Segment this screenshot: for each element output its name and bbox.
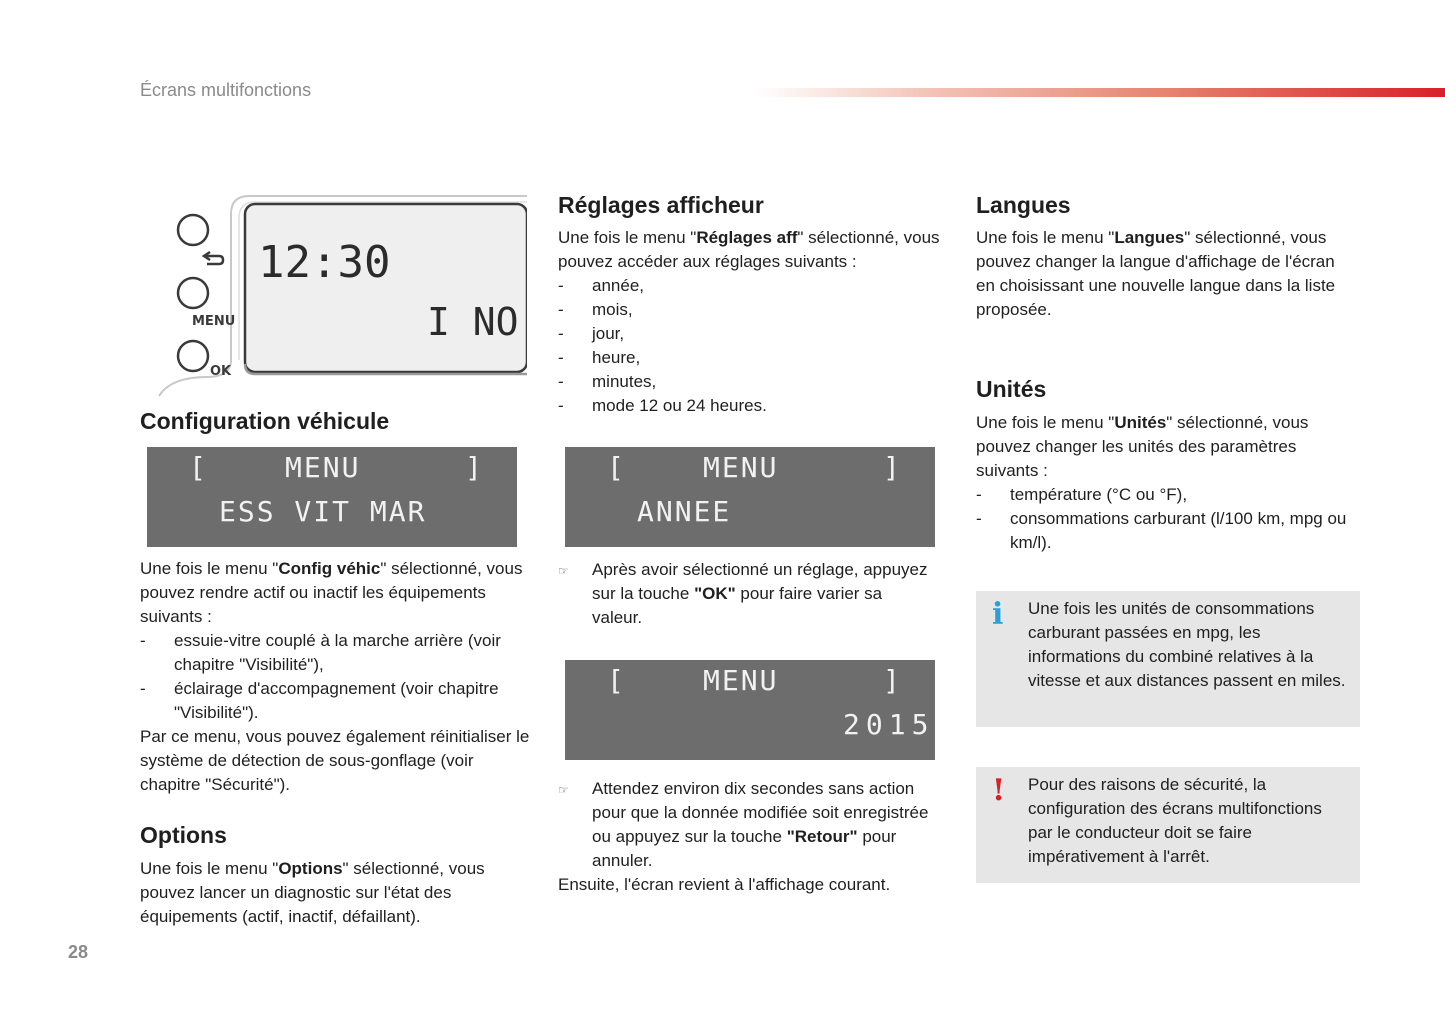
lcd-time: 12:30 (258, 237, 391, 288)
warning-box (976, 767, 1360, 883)
list-item: - consommations carburant (l/100 km, mpg ou km/l). (976, 509, 1347, 552)
section-title-languages: Langues (976, 192, 1071, 218)
lcd-year-menu (565, 447, 935, 547)
lcd-value: ESS VIT MAR (219, 495, 427, 528)
info-box (976, 591, 1360, 727)
section-title-display: Réglages afficheur (558, 192, 764, 218)
lcd-bracket-right: ] (465, 451, 484, 484)
languages-body: Une fois le menu "Langues" sélectionné, vous pouvez changer la langue d'affichage de l'écran en choisissant une nouvelle langue dans la liste proposée. (976, 228, 1336, 319)
section-title-units: Unités (976, 376, 1047, 402)
list-item: - année, (558, 276, 644, 295)
lcd-menu-label: MENU (285, 451, 361, 484)
list-item: - minutes, (558, 372, 657, 391)
lcd-bracket-left: [ (189, 451, 208, 484)
lcd-menu-label: MENU (703, 664, 779, 697)
back-button[interactable] (178, 215, 208, 245)
lcd-bracket-right: ] (883, 451, 902, 484)
menu-button-label: MENU (192, 314, 236, 329)
units-body: Une fois le menu "Unités" sélectionné, vous pouvez changer les unités des paramètres suivants : - température (°C ou °F), - consommations carburant (l/100 km, mpg ou km/l). (976, 411, 1361, 555)
display-note-1: ☞ Après avoir sélectionné un réglage, appuyez sur la touche "OK" pour faire varier sa valeur. (558, 560, 928, 627)
lcd-value: 2015 (843, 708, 935, 741)
list-item: - heure, (558, 348, 641, 367)
chapter-title: Écrans multifonctions (140, 80, 312, 100)
info-box-text: Une fois les unités de consommations carburant passées en mpg, les informations du combiné relatives à la vitesse et aux distances passent en miles. (1028, 599, 1346, 690)
hand-pointer-icon: ☞ (558, 564, 569, 578)
ok-button-label: OK (210, 364, 232, 379)
info-icon: i (992, 597, 1004, 632)
lcd-value: ANNEE (637, 495, 732, 528)
lcd-config (147, 447, 517, 547)
lcd-year-value (565, 660, 935, 760)
section-title-config: Configuration véhicule (140, 408, 390, 434)
list-item: - température (°C ou °F), (976, 485, 1188, 504)
list-item: - éclairage d'accompagnement (voir chapitre "Visibilité"). (140, 679, 499, 722)
device-illustration (155, 192, 527, 397)
page-number: 28 (68, 942, 89, 962)
hand-pointer-icon: ☞ (558, 783, 569, 797)
list-item: - essuie-vitre couplé à la marche arrière (voir chapitre "Visibilité"), (140, 631, 501, 674)
lcd-bracket-left: [ (607, 664, 626, 697)
display-note-2: ☞ Attendez environ dix secondes sans action pour que la donnée modifiée soit enregistrée ou appuyez sur la touche "Retour" pour annuler. Ensuite, l'écran revient à l'affichage courant. (558, 779, 929, 894)
list-item: - jour, (558, 324, 625, 343)
lcd-bracket-right: ] (883, 664, 902, 697)
display-body: Une fois le menu "Réglages aff" sélectionné, vous pouvez accéder aux réglages suivants : - année, - mois, - jour, - heure, - minutes, - mode 12 ou 24 heures. (558, 226, 943, 418)
lcd-menu-label: MENU (703, 451, 779, 484)
warning-icon: ! (992, 773, 1006, 808)
menu-button[interactable] (178, 278, 208, 308)
header-accent-bar (755, 88, 1445, 97)
warning-box-text: Pour des raisons de sécurité, la configuration des écrans multifonctions par le conducteur doit se faire impérativement à l'arrêt. (1028, 775, 1322, 866)
options-body: Une fois le menu "Options" sélectionné, vous pouvez lancer un diagnostic sur l'état des équipements (actif, inactif, défaillant). (140, 859, 485, 926)
lcd-partial-text: I NO (427, 300, 519, 344)
ok-button[interactable] (178, 341, 208, 371)
section-title-options: Options (140, 822, 227, 848)
config-body: Une fois le menu "Config véhic" sélectionné, vous pouvez rendre actif ou inactif les équipements suivants : - essuie-vitre couplé à la marche arrière (voir chapitre "Visibilité"), - éclairage d'accompagnement (voir chapitre "Visibilité"). Par ce menu, vous pouvez également réinitialiser le système de détection de sous-gonflage (voir chapitre "Sécurité"). (140, 559, 530, 794)
lcd-bracket-left: [ (607, 451, 626, 484)
list-item: - mode 12 ou 24 heures. (558, 396, 767, 415)
list-item: - mois, (558, 300, 633, 319)
